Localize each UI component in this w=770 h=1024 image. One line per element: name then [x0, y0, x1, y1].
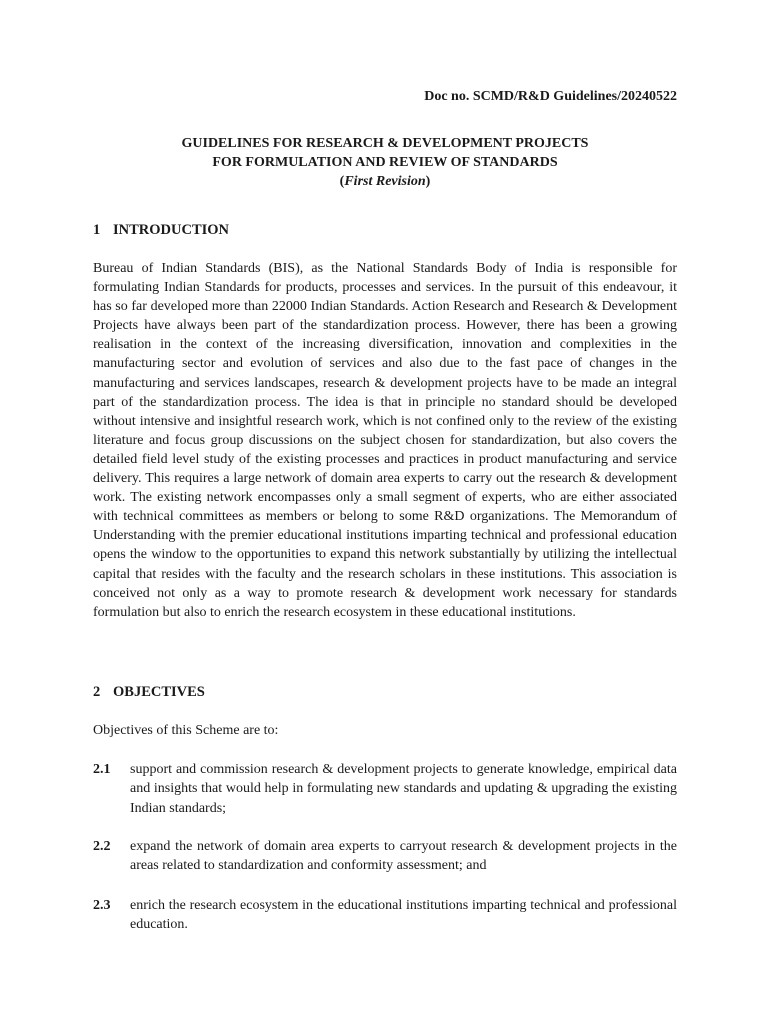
objective-text: enrich the research ecosystem in the educational institutions imparting technical and professional education.	[130, 898, 677, 933]
objective-number: 2.1	[93, 762, 111, 777]
section-heading-introduction	[93, 221, 229, 239]
document-title	[93, 134, 677, 191]
section-number: 1	[93, 222, 101, 238]
section-heading-objectives	[93, 683, 205, 701]
objective-number: 2.3	[93, 898, 111, 913]
introduction-paragraph: Bureau of Indian Standards (BIS), as the National Standards Body of India is responsible for formulating Indian Standards for products, processes and services. In the pursuit of this endeavour, it has so far developed more than 22000 Indian Standards. Action Research and Research & Development Projects have always been part of the standardization process. However, there has been a growing realisation in the context of the increasing diversification, innovation and complexities in the manufacturing sector and evolution of services and also due to the fast pace of changes in the manufacturing and services landscapes, research & development projects have to be made an integral part of the standardization process. The idea is that in principle no standard should be developed without intensive and insightful research work, which is not confined only to the review of the existing literature and focus group discussions on the subject chosen for standardization, but also covers the detailed field level study of the existing processes and practices in product manufacturing and service delivery. This requires a large network of domain area experts to carry out the research & development work. The existing network encompasses only a small segment of experts, who are either associated with technical committees as members or belong to some R&D organizations. The Memorandum of Understanding with the premier educational institutions imparting technical and professional education opens the window to the opportunities to expand this network substantially by utilizing the intellectual capital that resides with the faculty and the research scholars in these institutions. This association is conceived not only as a way to promote research & development work necessary for standards formulation but also to enrich the research ecosystem in these educational institutions.	[93, 261, 677, 620]
section-title: INTRODUCTION	[113, 222, 230, 238]
revision-open-paren: (	[339, 174, 345, 189]
title-line-1: GUIDELINES FOR RESEARCH & DEVELOPMENT PROJECTS	[181, 136, 589, 151]
section-number: 2	[93, 684, 101, 700]
revision-close-paren: )	[425, 174, 431, 189]
objective-number: 2.2	[93, 839, 111, 854]
title-line-2: FOR FORMULATION AND REVIEW OF STANDARDS	[212, 155, 558, 170]
revision-label: First Revision	[344, 174, 426, 189]
objective-text: support and commission research & development projects to generate knowledge, empirical data and insights that would help in formulating new standards and updating & upgrading the existing Indian standards;	[130, 762, 677, 816]
title-revision	[93, 172, 677, 191]
document-number: Doc no. SCMD/R&D Guidelines/20240522	[424, 89, 677, 104]
section-title: OBJECTIVES	[113, 684, 205, 700]
objectives-intro: Objectives of this Scheme are to:	[93, 723, 279, 738]
objective-text: expand the network of domain area experts to carryout research & development projects in the areas related to standardization and conformity assessment; and	[130, 839, 677, 874]
